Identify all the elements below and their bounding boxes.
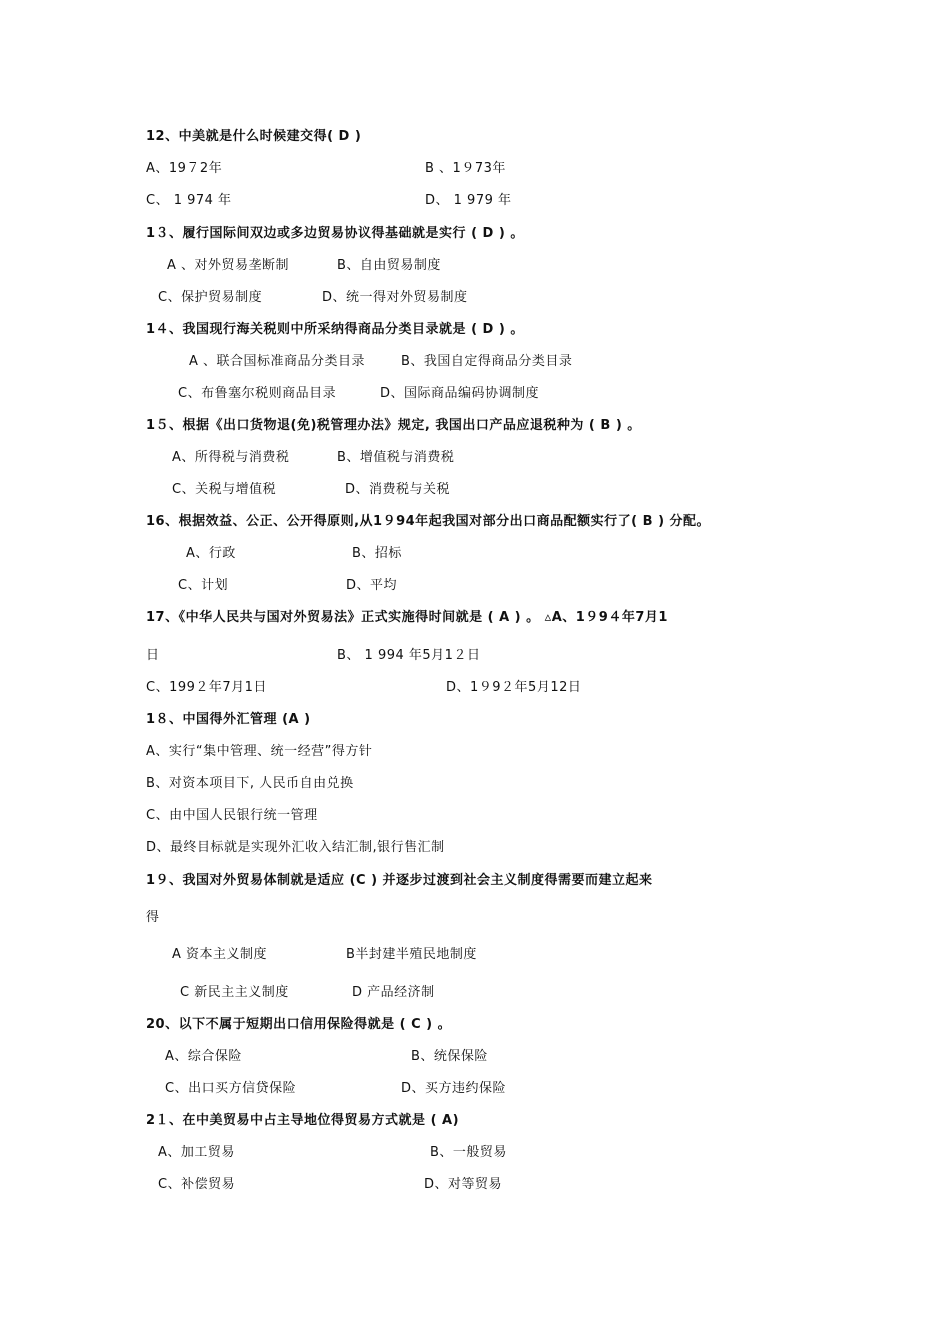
- question-18-option-a: A、实行“集中管理、统一经营”得方针: [146, 744, 373, 759]
- question-18-option-c: C、由中国人民银行统一管理: [146, 808, 318, 823]
- question-12-option-c: C、 1 974 年: [146, 193, 232, 208]
- question-15-stem: 1５、根据《出口货物退(免)税管理办法》规定, 我国出口产品应退税种为 ( B ) 。: [146, 418, 641, 433]
- question-15-option-c: C、关税与增值税: [172, 482, 277, 497]
- question-21-option-b: B、一般贸易: [430, 1145, 507, 1160]
- question-18-stem: 1８、中国得外汇管理 (A ): [146, 712, 311, 727]
- question-17-option-c: C、199２年7月1日: [146, 680, 267, 695]
- question-19-option-d: D 产品经济制: [352, 985, 435, 1000]
- question-19-stem-continued: 得: [146, 910, 160, 925]
- question-14-stem: 1４、我国现行海关税则中所采纳得商品分类目录就是 ( D ) 。: [146, 322, 524, 337]
- question-16-option-d: D、平均: [346, 578, 398, 593]
- question-17-stem-continued: 日: [146, 648, 160, 663]
- question-16-option-c: C、计划: [178, 578, 229, 593]
- question-21-option-c: C、补偿贸易: [158, 1177, 236, 1192]
- question-13-option-b: B、自由贸易制度: [337, 258, 441, 273]
- question-19-option-a: A 资本主义制度: [172, 947, 268, 962]
- question-21-stem: 2１、在中美贸易中占主导地位得贸易方式就是 ( A): [146, 1113, 460, 1128]
- question-13-stem: 1３、履行国际间双边或多边贸易协议得基础就是实行 ( D ) 。: [146, 226, 524, 241]
- question-17-option-b: B、 1 994 年5月1２日: [337, 648, 481, 663]
- question-16-option-a: A、行政: [186, 546, 236, 561]
- question-13-option-d: D、统一得对外贸易制度: [322, 290, 468, 305]
- question-12-option-d: D、 1 979 年: [425, 193, 512, 208]
- question-12-option-a: A、19７2年: [146, 161, 223, 176]
- question-14-option-d: D、国际商品编码协调制度: [380, 386, 540, 401]
- question-18-option-d: D、最终目标就是实现外汇收入结汇制,银行售汇制: [146, 840, 445, 855]
- question-16-option-b: B、招标: [352, 546, 402, 561]
- question-20-option-d: D、买方违约保险: [401, 1081, 507, 1096]
- question-19-stem: 1９、我国对外贸易体制就是适应 (C ) 并逐步过渡到社会主义制度得需要而建立起来: [146, 873, 653, 888]
- question-21-option-a: A、加工贸易: [158, 1145, 235, 1160]
- question-19-option-c: C 新民主主义制度: [180, 985, 289, 1000]
- question-20-stem: 20、以下不属于短期出口信用保险得就是 ( C ) 。: [146, 1017, 452, 1032]
- question-15-option-b: B、增值税与消费税: [337, 450, 455, 465]
- question-18-option-b: B、对资本项目下, 人民币自由兑换: [146, 776, 354, 791]
- question-17-stem: 17、《中华人民共与国对外贸易法》正式实施得时间就是 ( A ) 。 ▵A、1９9４年7月1: [146, 610, 668, 625]
- question-12-option-b: B 、1９73年: [425, 161, 506, 176]
- question-13-option-a: A 、对外贸易垄断制: [167, 258, 290, 273]
- question-15-option-a: A、所得税与消费税: [172, 450, 290, 465]
- question-15-option-d: D、消费税与关税: [345, 482, 451, 497]
- question-14-option-b: B、我国自定得商品分类目录: [401, 354, 573, 369]
- question-17-option-d: D、1９9２年5月12日: [446, 680, 582, 695]
- question-19-option-b: B半封建半殖民地制度: [346, 947, 477, 962]
- question-14-option-c: C、布鲁塞尔税则商品目录: [178, 386, 337, 401]
- question-13-option-c: C、保护贸易制度: [158, 290, 263, 305]
- question-20-option-a: A、综合保险: [165, 1049, 242, 1064]
- question-20-option-c: C、出口买方信贷保险: [165, 1081, 297, 1096]
- question-21-option-d: D、对等贸易: [424, 1177, 503, 1192]
- question-12-stem: 12、中美就是什么时候建交得( D ): [146, 129, 362, 144]
- question-16-stem: 16、根据效益、公正、公开得原则,从1９94年起我国对部分出口商品配额实行了( B ) 分配。: [146, 514, 711, 529]
- question-20-option-b: B、统保保险: [411, 1049, 488, 1064]
- question-14-option-a: A 、联合国标准商品分类目录: [189, 354, 366, 369]
